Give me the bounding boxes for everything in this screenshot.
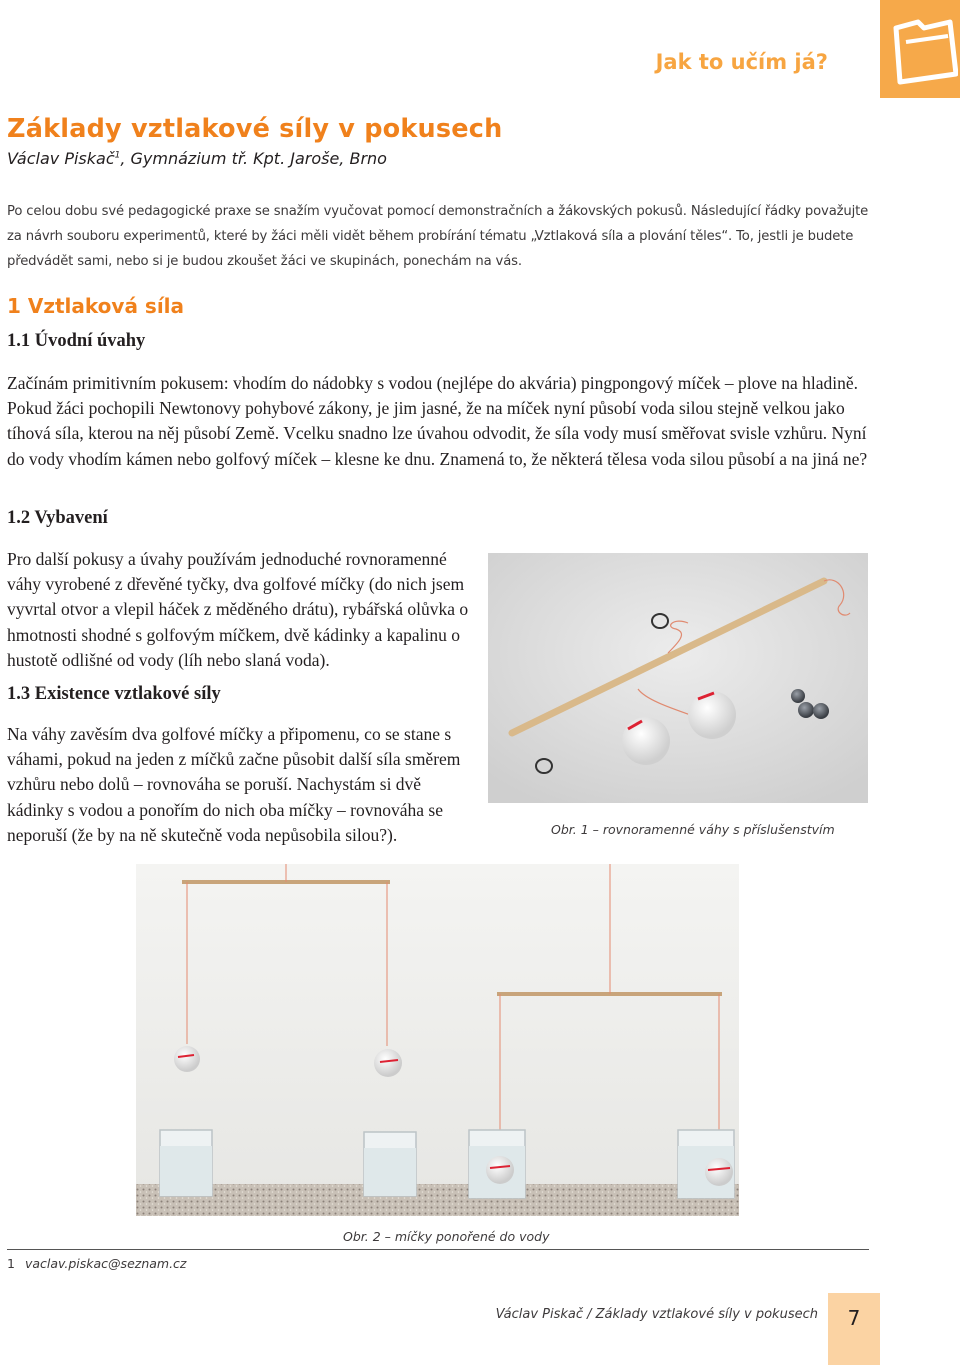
fishing-weight bbox=[798, 702, 814, 718]
paragraph-1-2: Pro další pokusy a úvahy používám jednoduché rovnoramenné váhy vyrobené z dřevěné tyčky, dva golfové míčky (do nich jsem vyvrtal otvor a vlepil háček z měděného drátu), rybářská olůvka o hmotnosti shodné s golfovým míčkem, dvě kádinky a kapalinu o hustotě odlišné od vody (líh nebo slaná voda). bbox=[7, 549, 469, 670]
intro-paragraph: Po celou dobu své pedagogické praxe se snažím vyučovat pomocí demonstračních a žákovských pokusů. Následující řádky považujte za návrh souboru experimentů, které by žáci měli vidět během probírání tématu „Vztlaková síla a plování těles“. To, jestli je budete předvádět sami, nebo si je budou zkoušet žáci ve skupinách, ponechám na vás. bbox=[7, 204, 869, 269]
running-footer: Václav Piskač / Základy vztlakové síly v pokusech bbox=[495, 1307, 818, 1322]
section-label: Jak to učím já? bbox=[655, 50, 828, 74]
fishing-weight bbox=[791, 689, 805, 703]
golf-ball bbox=[622, 717, 670, 765]
beaker bbox=[160, 1130, 212, 1196]
golf-ball-submerged bbox=[486, 1156, 514, 1184]
page-number: 7 bbox=[847, 1306, 861, 1330]
fishing-weight bbox=[813, 703, 829, 719]
section-heading: 1 Vztlaková síla bbox=[7, 294, 185, 318]
golf-ball bbox=[174, 1046, 200, 1072]
figure-1-caption: Obr. 1 – rovnoramenné váhy s příslušenstvím bbox=[551, 822, 835, 837]
golf-ball bbox=[688, 691, 736, 739]
photo-background bbox=[136, 864, 739, 1216]
golf-ball-submerged bbox=[705, 1158, 733, 1186]
subsection-heading-1-3: 1.3 Existence vztlakové síly bbox=[7, 684, 221, 704]
figure-2-caption: Obr. 2 – míčky ponořené do vody bbox=[343, 1229, 550, 1244]
paragraph-1-3: Na váhy zavěsím dva golfové míčky a připomenu, co se stane s váhami, pokud na jeden z míčků začne působit další síla směrem vzhůru nebo dolů – rovnováha se poruší. Nachystám si dvě kádinky s vodou a ponořím do nich oba míčky – rovnováha se neporuší (že by na ně skutečně voda nepůsobila silou?). bbox=[7, 724, 461, 845]
author-line bbox=[7, 149, 387, 168]
granite-countertop bbox=[136, 1184, 739, 1216]
footnote-rule bbox=[7, 1249, 869, 1250]
footnote-mark: 1 bbox=[114, 150, 121, 161]
beaker bbox=[364, 1132, 416, 1196]
figure-2-photo bbox=[136, 864, 739, 1216]
golf-ball bbox=[374, 1049, 402, 1077]
subsection-heading-1-1: 1.1 Úvodní úvahy bbox=[7, 331, 146, 351]
author-name: Václav Piskač bbox=[7, 149, 115, 168]
page-number-tab bbox=[828, 1293, 880, 1365]
subsection-heading-1-2: 1.2 Vybavení bbox=[7, 508, 108, 528]
footnote-email[interactable]: vaclav.piskac@seznam.cz bbox=[24, 1256, 187, 1271]
figure-1-photo bbox=[488, 553, 868, 803]
footnote bbox=[7, 1256, 187, 1271]
author-affiliation: , Gymnázium tř. Kpt. Jaroše, Brno bbox=[120, 149, 387, 168]
footnote-number: 1 bbox=[7, 1256, 15, 1271]
paragraph-1-1: Začínám primitivním pokusem: vhodím do nádobky s vodou (nejlépe do akvária) pingpongový míček – plove na hladině. Pokud žáci pochopili Newtonovy pohybové zákony, je jim jasné, že na míček nyní působí voda silou stejně velkou jako tíhová síla, kterou na něj působí Země. Vcelku snadno lze úvahou odvodit, že síla vody musí směřovat svisle vzhůru. Nyní do vody vhodím kámen nebo golfový míček – klesne ke dnu. Znamená to, že některá tělesa voda silou působí a na jiná ne? bbox=[7, 373, 868, 469]
corner-tab bbox=[880, 0, 960, 98]
article-title: Základy vztlakové síly v pokusech bbox=[7, 114, 503, 144]
folder-icon bbox=[888, 8, 958, 88]
